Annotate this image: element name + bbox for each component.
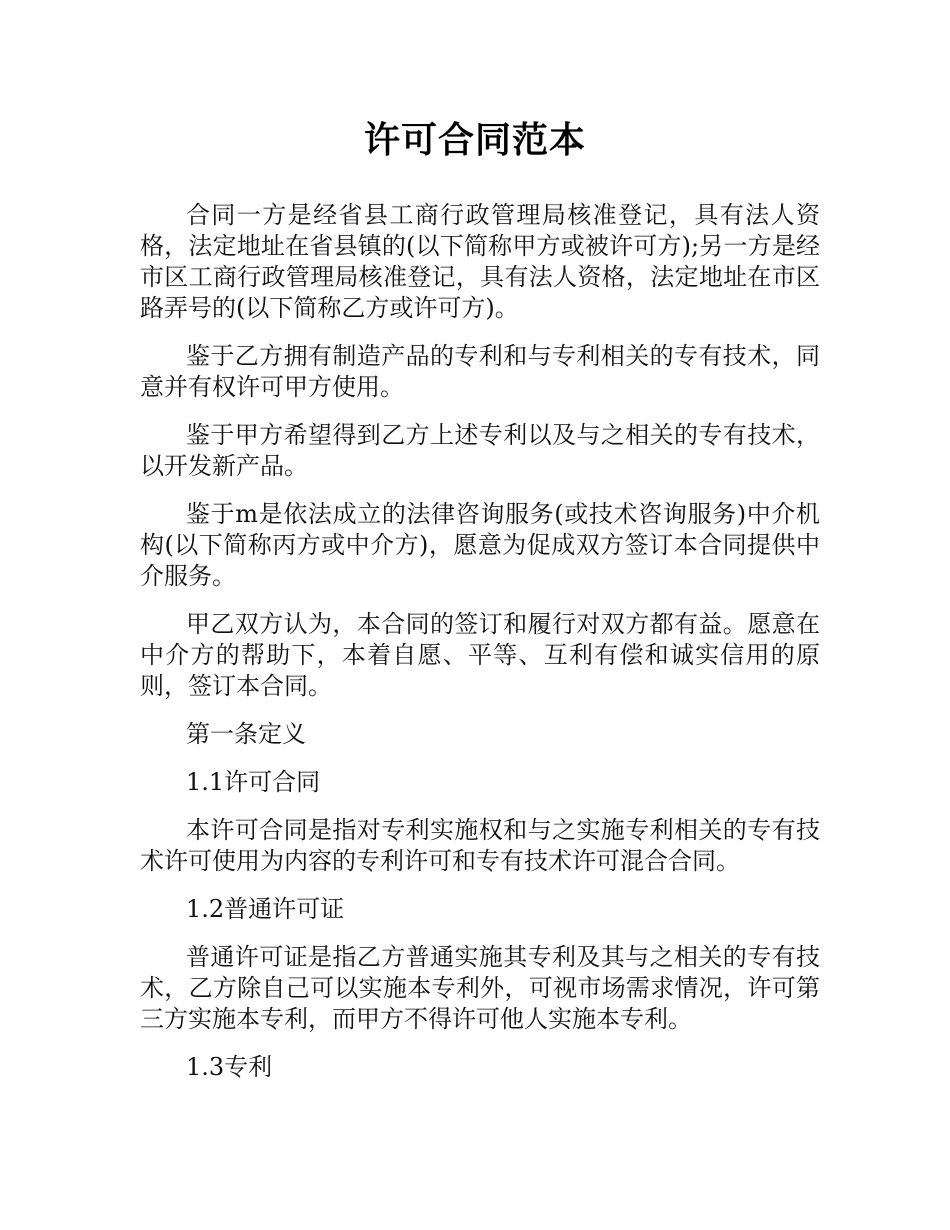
paragraph-whereas-licensor: 鉴于乙方拥有制造产品的专利和与专利相关的专有技术，同意并有权许可甲方使用。 [140, 342, 820, 401]
section-1-1-heading: 1.1许可合同 [186, 768, 321, 796]
paragraph-whereas-intermediary: 鉴于m是依法成立的法律咨询服务(或技术咨询服务)中介机构(以下简称丙方或中介方)，愿意为促成双方签订本合同提供中介服务。 [140, 500, 820, 590]
paragraph-parties: 合同一方是经省县工商行政管理局核准登记，具有法人资格，法定地址在省县镇的(以下简称甲方或被许可方);另一方是经市区工商行政管理局核准登记，具有法人资格，法定地址在市区路弄号的(以下简称乙方或许可方)。 [140, 201, 820, 322]
section-1-3-heading: 1.3专利 [186, 1053, 273, 1081]
article-1-heading: 第一条定义 [186, 720, 306, 748]
section-1-2-text: 普通许可证是指乙方普通实施其专利及其与之相关的专有技术，乙方除自己可以实施本专利外，可视市场需求情况，许可第三方实施本专利，而甲方不得许可他人实施本专利。 [140, 943, 820, 1033]
paragraph-whereas-licensee: 鉴于甲方希望得到乙方上述专利以及与之相关的专有技术，以开发新产品。 [140, 421, 820, 480]
document-title: 许可合同范本 [363, 120, 586, 161]
paragraph-agreement-intent: 甲乙双方认为，本合同的签订和履行对双方都有益。愿意在中介方的帮助下，本着自愿、平等、互利有偿和诚实信用的原则，签订本合同。 [140, 610, 820, 700]
section-1-2-heading: 1.2普通许可证 [186, 895, 345, 923]
document-body [140, 200, 820, 1100]
section-1-1-text: 本许可合同是指对专利实施权和与之实施专利相关的专有技术许可使用为内容的专利许可和专有技术许可混合合同。 [140, 816, 820, 875]
